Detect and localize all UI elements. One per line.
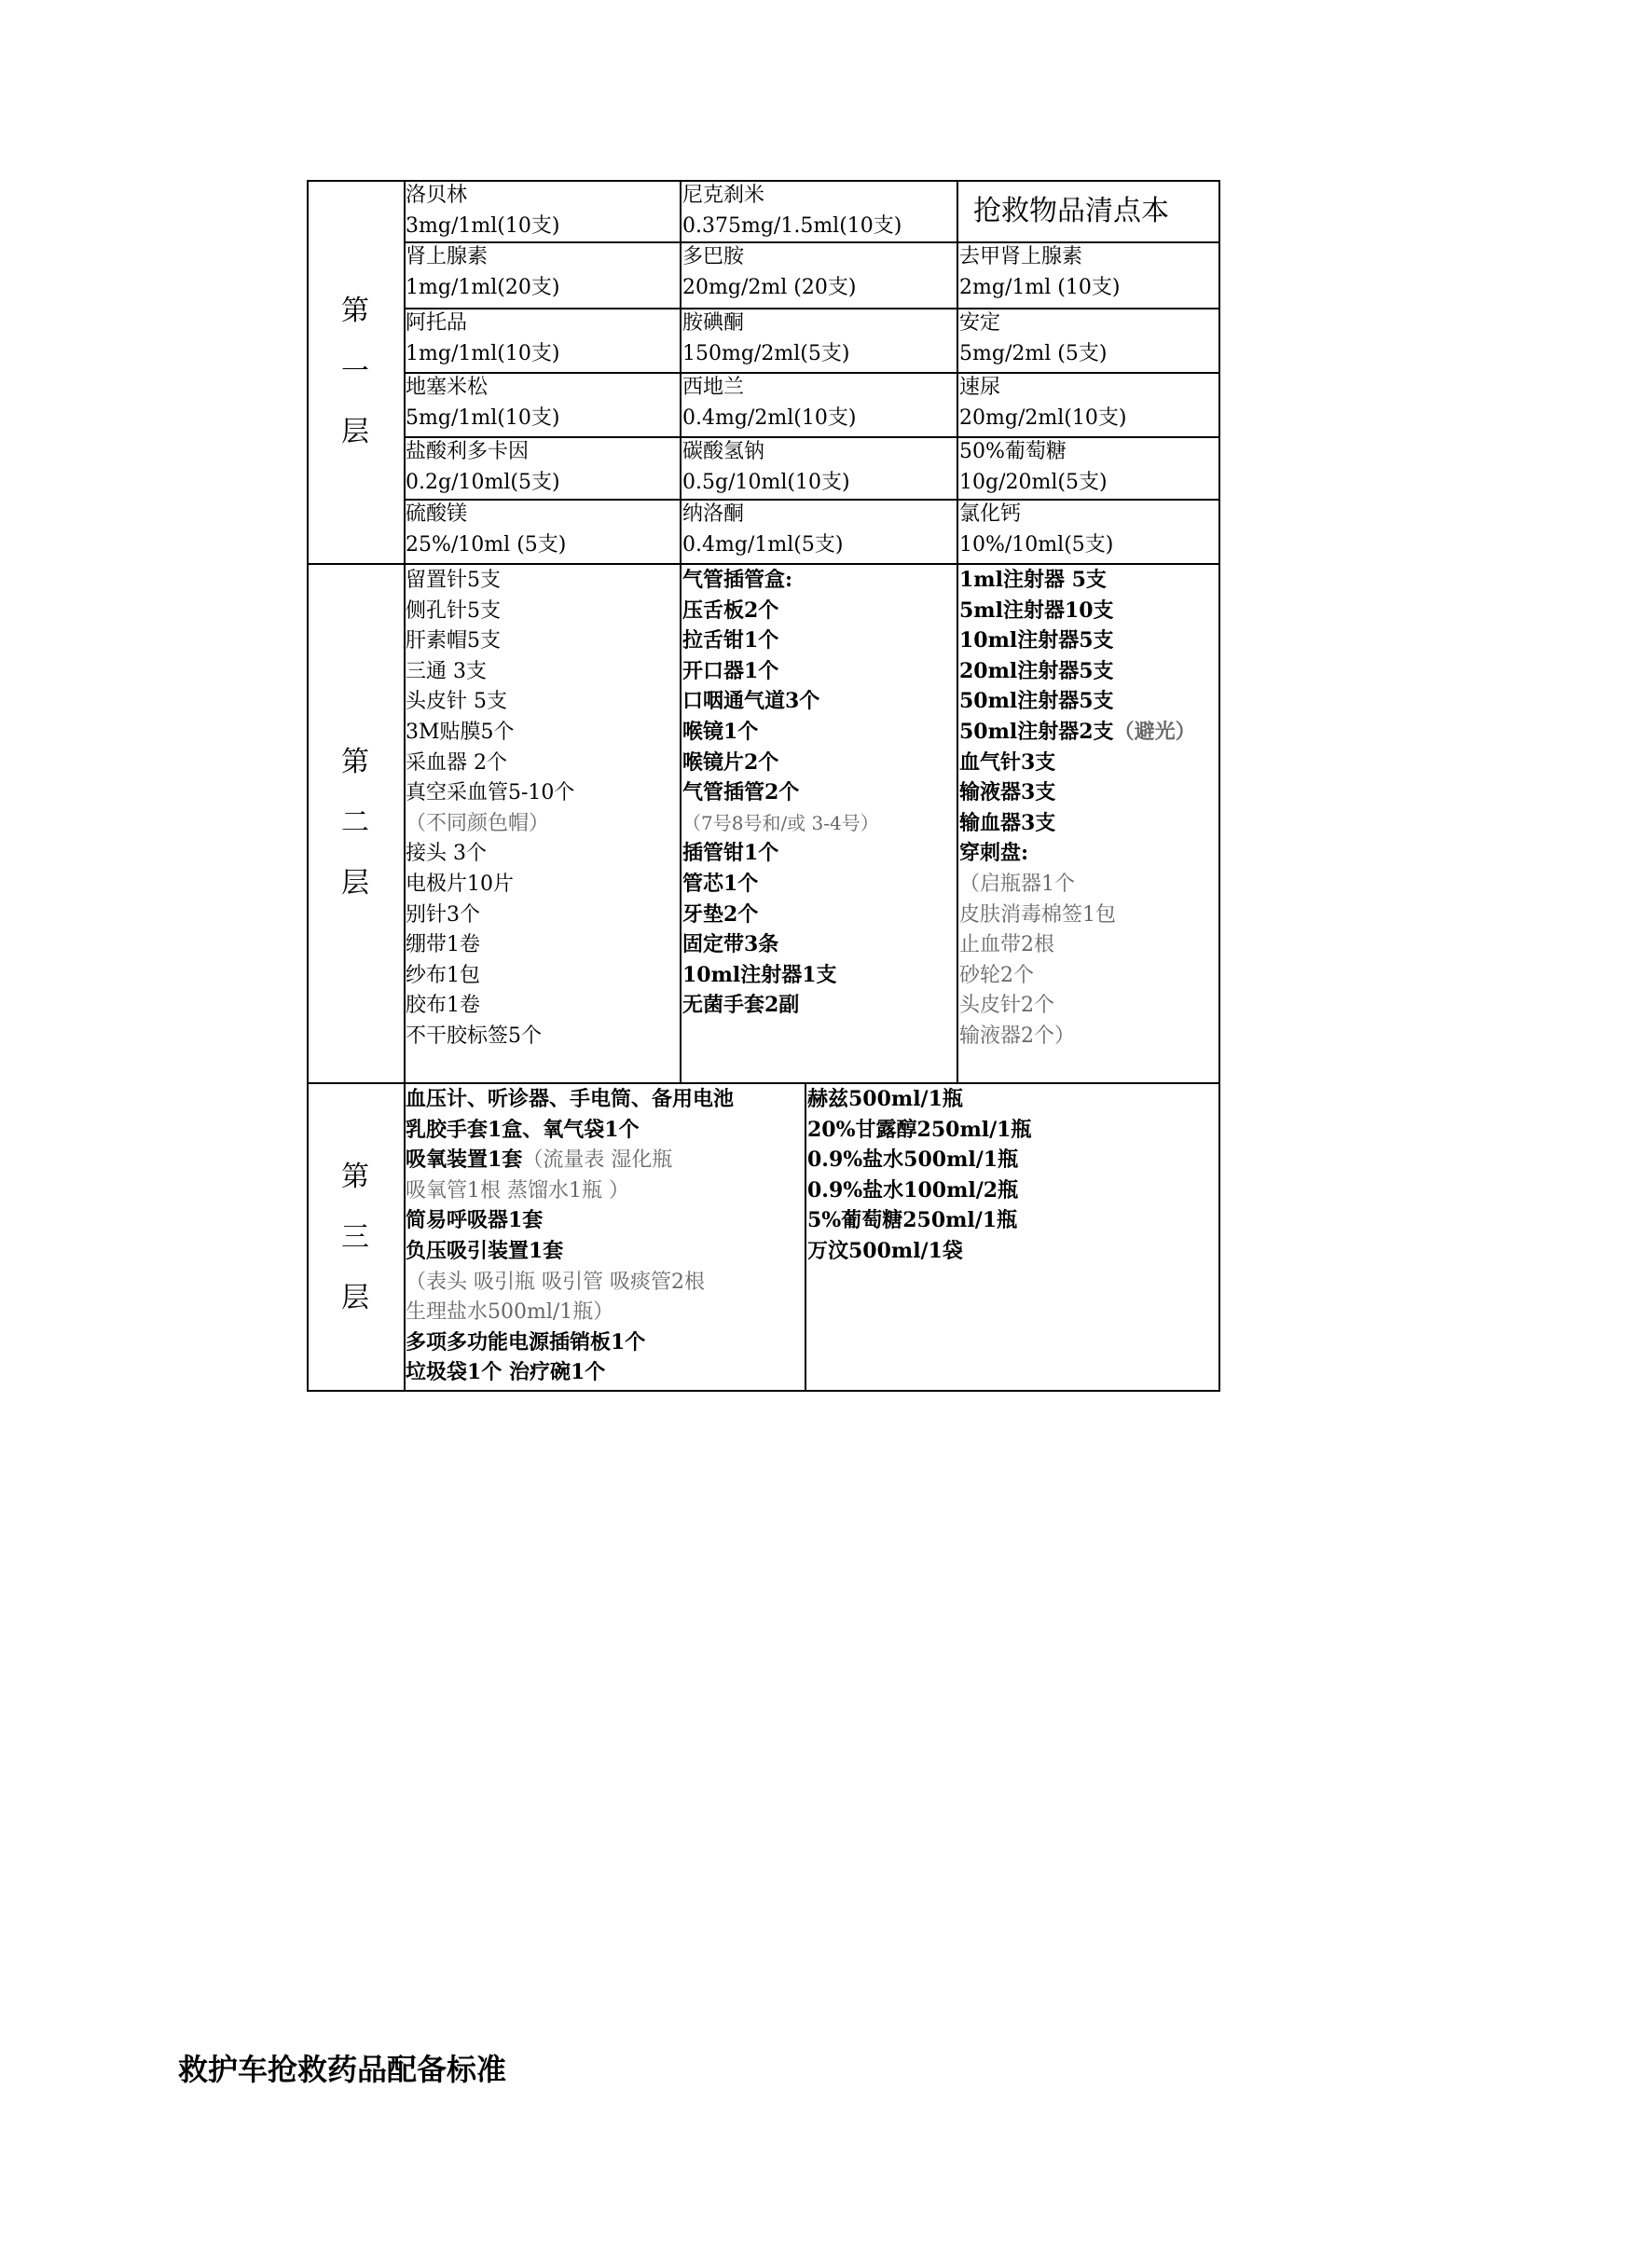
supply-item: 无菌手套2副 (682, 993, 800, 1018)
supply-item: 50ml注射器5支 (959, 689, 1114, 714)
supply-item: 3M贴膜5个 (406, 721, 515, 744)
supply-item: 插管钳1个 (682, 841, 779, 866)
supply-item: 肝素帽5支 (406, 629, 501, 653)
drug-spec: 1mg/1ml(10支) (406, 342, 560, 365)
drug-spec: 0.2g/10ml(5支) (406, 471, 560, 494)
supply-item: 头皮针2个 (959, 994, 1054, 1018)
supply-item: 口咽通气道3个 (682, 689, 820, 714)
page-heading: 救护车抢救药品配备标准 (178, 2052, 507, 2087)
supply-item: 管芯1个 (682, 872, 759, 896)
drug-spec: 20mg/2ml (20支) (682, 276, 857, 299)
supply-item: 5ml注射器10支 (959, 598, 1114, 623)
supply-item: 固定带3条 (682, 932, 779, 957)
supply-item: 侧孔针5支 (406, 598, 501, 623)
supply-item: 10ml注射器5支 (959, 628, 1114, 653)
fluid-item: 20%甘露醇250ml/1瓶 (807, 1117, 1032, 1142)
supply-item: 砂轮2个 (959, 963, 1034, 987)
drug-name: 速尿 (959, 376, 1001, 399)
drug-spec: 10%/10ml(5支) (959, 533, 1114, 557)
supply-item: 10ml注射器1支 (682, 962, 837, 987)
supply-item: 气管插管盒: (682, 568, 793, 592)
drug-spec: 0.4mg/2ml(10支) (682, 406, 857, 430)
table-border-bottom (307, 1390, 1220, 1392)
equipment-item: 血压计、听诊器、手电筒、备用电池 (406, 1087, 735, 1111)
equipment-item: 垃圾袋1个 治疗碗1个 (406, 1360, 606, 1385)
drug-name: 阿托品 (406, 311, 468, 335)
equipment-item: 吸氧管1根 蒸馏水1瓶 ） (406, 1178, 629, 1203)
drug-spec: 0.375mg/1.5ml(10支) (682, 214, 902, 238)
supply-item: 拉舌钳1个 (682, 628, 779, 653)
drug-name: 去甲肾上腺素 (959, 245, 1083, 268)
layer-3-label: 第 三 层 (341, 1160, 369, 1314)
drug-spec: 1mg/1ml(20支) (406, 276, 560, 299)
supply-item: 留置针5支 (406, 569, 501, 592)
equipment-item: 负压吸引装置1套 (406, 1239, 564, 1263)
column-divider (680, 180, 681, 1082)
supply-item: 喉镜片2个 (682, 749, 779, 775)
equipment-item: 简易呼吸器1套 (406, 1208, 544, 1233)
drug-spec: 5mg/2ml (5支) (959, 342, 1108, 365)
drug-spec: 20mg/2ml(10支) (959, 406, 1127, 430)
drug-name: 50%葡萄糖 (959, 440, 1067, 463)
supply-item: 头皮针 5支 (406, 690, 507, 714)
table-border-right (1218, 180, 1220, 1392)
supply-item: 止血带2根 (959, 933, 1054, 957)
fluid-item: 0.9%盐水500ml/1瓶 (807, 1148, 1019, 1173)
supply-item: 喉镜1个 (682, 720, 759, 744)
supply-item: 1ml注射器 5支 (959, 568, 1107, 592)
fluid-item: 赫兹500ml/1瓶 (807, 1087, 963, 1111)
supply-item: （7号8号和/或 3-4号） (682, 811, 879, 834)
supply-item: 接头 3个 (406, 842, 487, 866)
fluid-item: 万汶500ml/1袋 (807, 1239, 963, 1263)
drug-name: 洛贝林 (406, 184, 468, 207)
supply-item: 纱布1包 (406, 963, 480, 987)
layer-1-label: 第 一 层 (341, 295, 369, 448)
drug-name: 安定 (959, 311, 1001, 335)
row-divider (404, 372, 1220, 374)
drug-name: 西地兰 (682, 376, 745, 399)
supply-item: 牙垫2个 (682, 901, 759, 927)
drug-name: 碳酸氢钠 (682, 440, 765, 463)
drug-spec: 150mg/2ml(5支) (682, 342, 850, 365)
equipment-item: 生理盐水500ml/1瓶） (406, 1300, 614, 1325)
supply-item: （启瓶器1个 (959, 873, 1075, 896)
drug-spec: 5mg/1ml(10支) (406, 406, 560, 430)
supply-item: 别针3个 (406, 902, 480, 927)
layer-2-label: 第 二 层 (341, 746, 369, 900)
equipment-item: （表头 吸引瓶 吸引管 吸痰管2根 (406, 1270, 705, 1294)
supply-item: 穿刺盘: (959, 841, 1029, 866)
row-divider (404, 308, 1220, 309)
supply-item: 压舌板2个 (682, 598, 779, 623)
supply-item: 输血器3支 (959, 810, 1056, 835)
row-divider (404, 499, 1220, 501)
supply-item: 20ml注射器5支 (959, 658, 1114, 683)
supply-item: 血气针3支 (959, 749, 1056, 775)
drug-name: 多巴胺 (682, 245, 745, 268)
drug-spec: 0.4mg/1ml(5支) (682, 533, 844, 557)
supply-item: 绷带1卷 (406, 933, 480, 957)
drug-spec: 10g/20ml(5支) (959, 471, 1108, 494)
drug-name: 氯化钙 (959, 502, 1022, 526)
drug-spec: 3mg/1ml(10支) (406, 214, 560, 238)
column-divider (957, 180, 958, 1082)
equipment-item: 吸氧装置1套（流量表 湿化瓶 (406, 1148, 673, 1173)
supply-item: 三通 3支 (406, 659, 487, 683)
row-divider (404, 241, 1220, 243)
supply-item: 气管插管2个 (682, 780, 800, 805)
supply-item: 输液器3支 (959, 780, 1056, 805)
supply-item: （不同颜色帽） (406, 811, 550, 835)
supply-item: 皮肤消毒棉签1包 (959, 902, 1116, 927)
supply-item: 输液器2个） (959, 1024, 1075, 1048)
drug-name: 纳洛酮 (682, 502, 745, 526)
supply-item: 不干胶标签5个 (406, 1024, 542, 1048)
crash-cart-inventory-table (307, 180, 1220, 1392)
supply-item: 胶布1卷 (406, 994, 480, 1018)
drug-name: 尼克刹米 (682, 184, 765, 207)
supply-item: 真空采血管5-10个 (406, 781, 575, 805)
drug-name: 盐酸利多卡因 (406, 440, 530, 463)
supply-item: 电极片10片 (406, 873, 514, 896)
drug-spec: 25%/10ml (5支) (406, 533, 567, 557)
equipment-item: 乳胶手套1盒、氧气袋1个 (406, 1117, 640, 1142)
supply-item: 采血器 2个 (406, 750, 507, 775)
equipment-item: 多项多功能电源插销板1个 (406, 1329, 646, 1354)
drug-name: 肾上腺素 (406, 245, 489, 268)
column-divider (805, 1082, 806, 1392)
drug-spec: 2mg/1ml (10支) (959, 276, 1121, 299)
drug-spec: 0.5g/10ml(10支) (682, 471, 850, 494)
drug-name: 硫酸镁 (406, 502, 468, 526)
fluid-item: 5%葡萄糖250ml/1瓶 (807, 1208, 1018, 1233)
supply-item: 开口器1个 (682, 658, 779, 683)
drug-name: 胺碘酮 (682, 311, 745, 335)
supply-item: 50ml注射器2支（避光） (959, 720, 1196, 744)
fluid-item: 0.9%盐水100ml/2瓶 (807, 1177, 1019, 1203)
table-title: 抢救物品清点本 (973, 195, 1169, 227)
drug-name: 地塞米松 (406, 376, 489, 399)
